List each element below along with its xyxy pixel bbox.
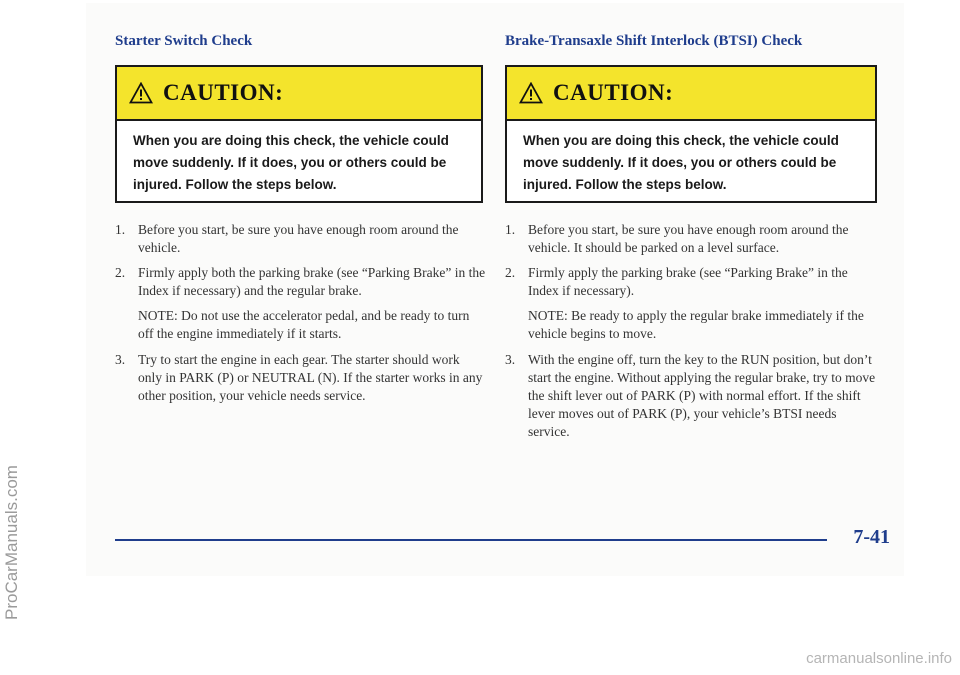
step-number: 1.: [505, 222, 516, 237]
step-item: [505, 264, 881, 300]
step-text: Before you start, be sure you have enough room around the vehicle. It should be parked on a level surface.: [528, 222, 849, 255]
section-title-starter-switch: Starter Switch Check: [115, 33, 253, 49]
step-text: With the engine off, turn the key to the RUN position, but don’t start the engine. Without applying the regular brake, try to move the shift lever out of PARK (P) with normal effort. If the shift lever moves out of PARK (P), your vehicle’s BTSI needs service.: [528, 352, 876, 439]
step-number: 1.: [115, 222, 126, 237]
caution-text: When you are doing this check, the vehicle could move suddenly. If it does, you or others could be injured. Follow the steps below.: [523, 133, 839, 192]
step-item: [115, 221, 487, 257]
step-text: Before you start, be sure you have enough room around the vehicle.: [138, 222, 459, 255]
step-list: [115, 221, 487, 412]
page-number: 7-41: [853, 526, 890, 548]
step-text: Firmly apply the parking brake (see “Parking Brake” in the Index if necessary).: [528, 265, 848, 298]
step-item: [505, 221, 881, 257]
watermark-text: ProCarManuals.com: [2, 465, 21, 620]
step-number: 3.: [505, 352, 516, 367]
step-item: [505, 351, 881, 441]
step-text: Firmly apply both the parking brake (see “Parking Brake” in the Index if necessary) and the regular brake.: [138, 265, 486, 298]
step-number: 2.: [505, 265, 516, 280]
caution-box: [505, 65, 877, 203]
caution-header: [507, 67, 875, 121]
section-title-btsi: Brake-Transaxle Shift Interlock (BTSI) Check: [505, 33, 803, 49]
caution-text: When you are doing this check, the vehicle could move suddenly. If it does, you or others could be injured. Follow the steps below.: [133, 133, 449, 192]
caution-label: CAUTION:: [163, 80, 284, 105]
footer-site-mark: carmanualsonline.info: [806, 650, 952, 667]
caution-header: [117, 67, 481, 121]
step-item: [115, 351, 487, 405]
step-list: [505, 221, 881, 448]
footer-rule: [115, 539, 827, 541]
step-note: NOTE: Be ready to apply the regular brake immediately if the vehicle begins to move.: [528, 308, 864, 341]
step-number: 3.: [115, 352, 126, 367]
step-number: 2.: [115, 265, 126, 280]
step-text: Try to start the engine in each gear. The starter should work only in PARK (P) or NEUTRAL (N). If the starter works in any other position, your vehicle needs service.: [138, 352, 483, 403]
manual-page: [86, 3, 904, 576]
caution-label: CAUTION:: [553, 80, 674, 105]
warning-triangle-icon: [129, 82, 153, 104]
step-item: [115, 264, 487, 300]
warning-triangle-icon: [519, 82, 543, 104]
step-note: NOTE: Do not use the accelerator pedal, and be ready to turn off the engine immediately if it starts.: [138, 308, 470, 341]
caution-box: [115, 65, 483, 203]
